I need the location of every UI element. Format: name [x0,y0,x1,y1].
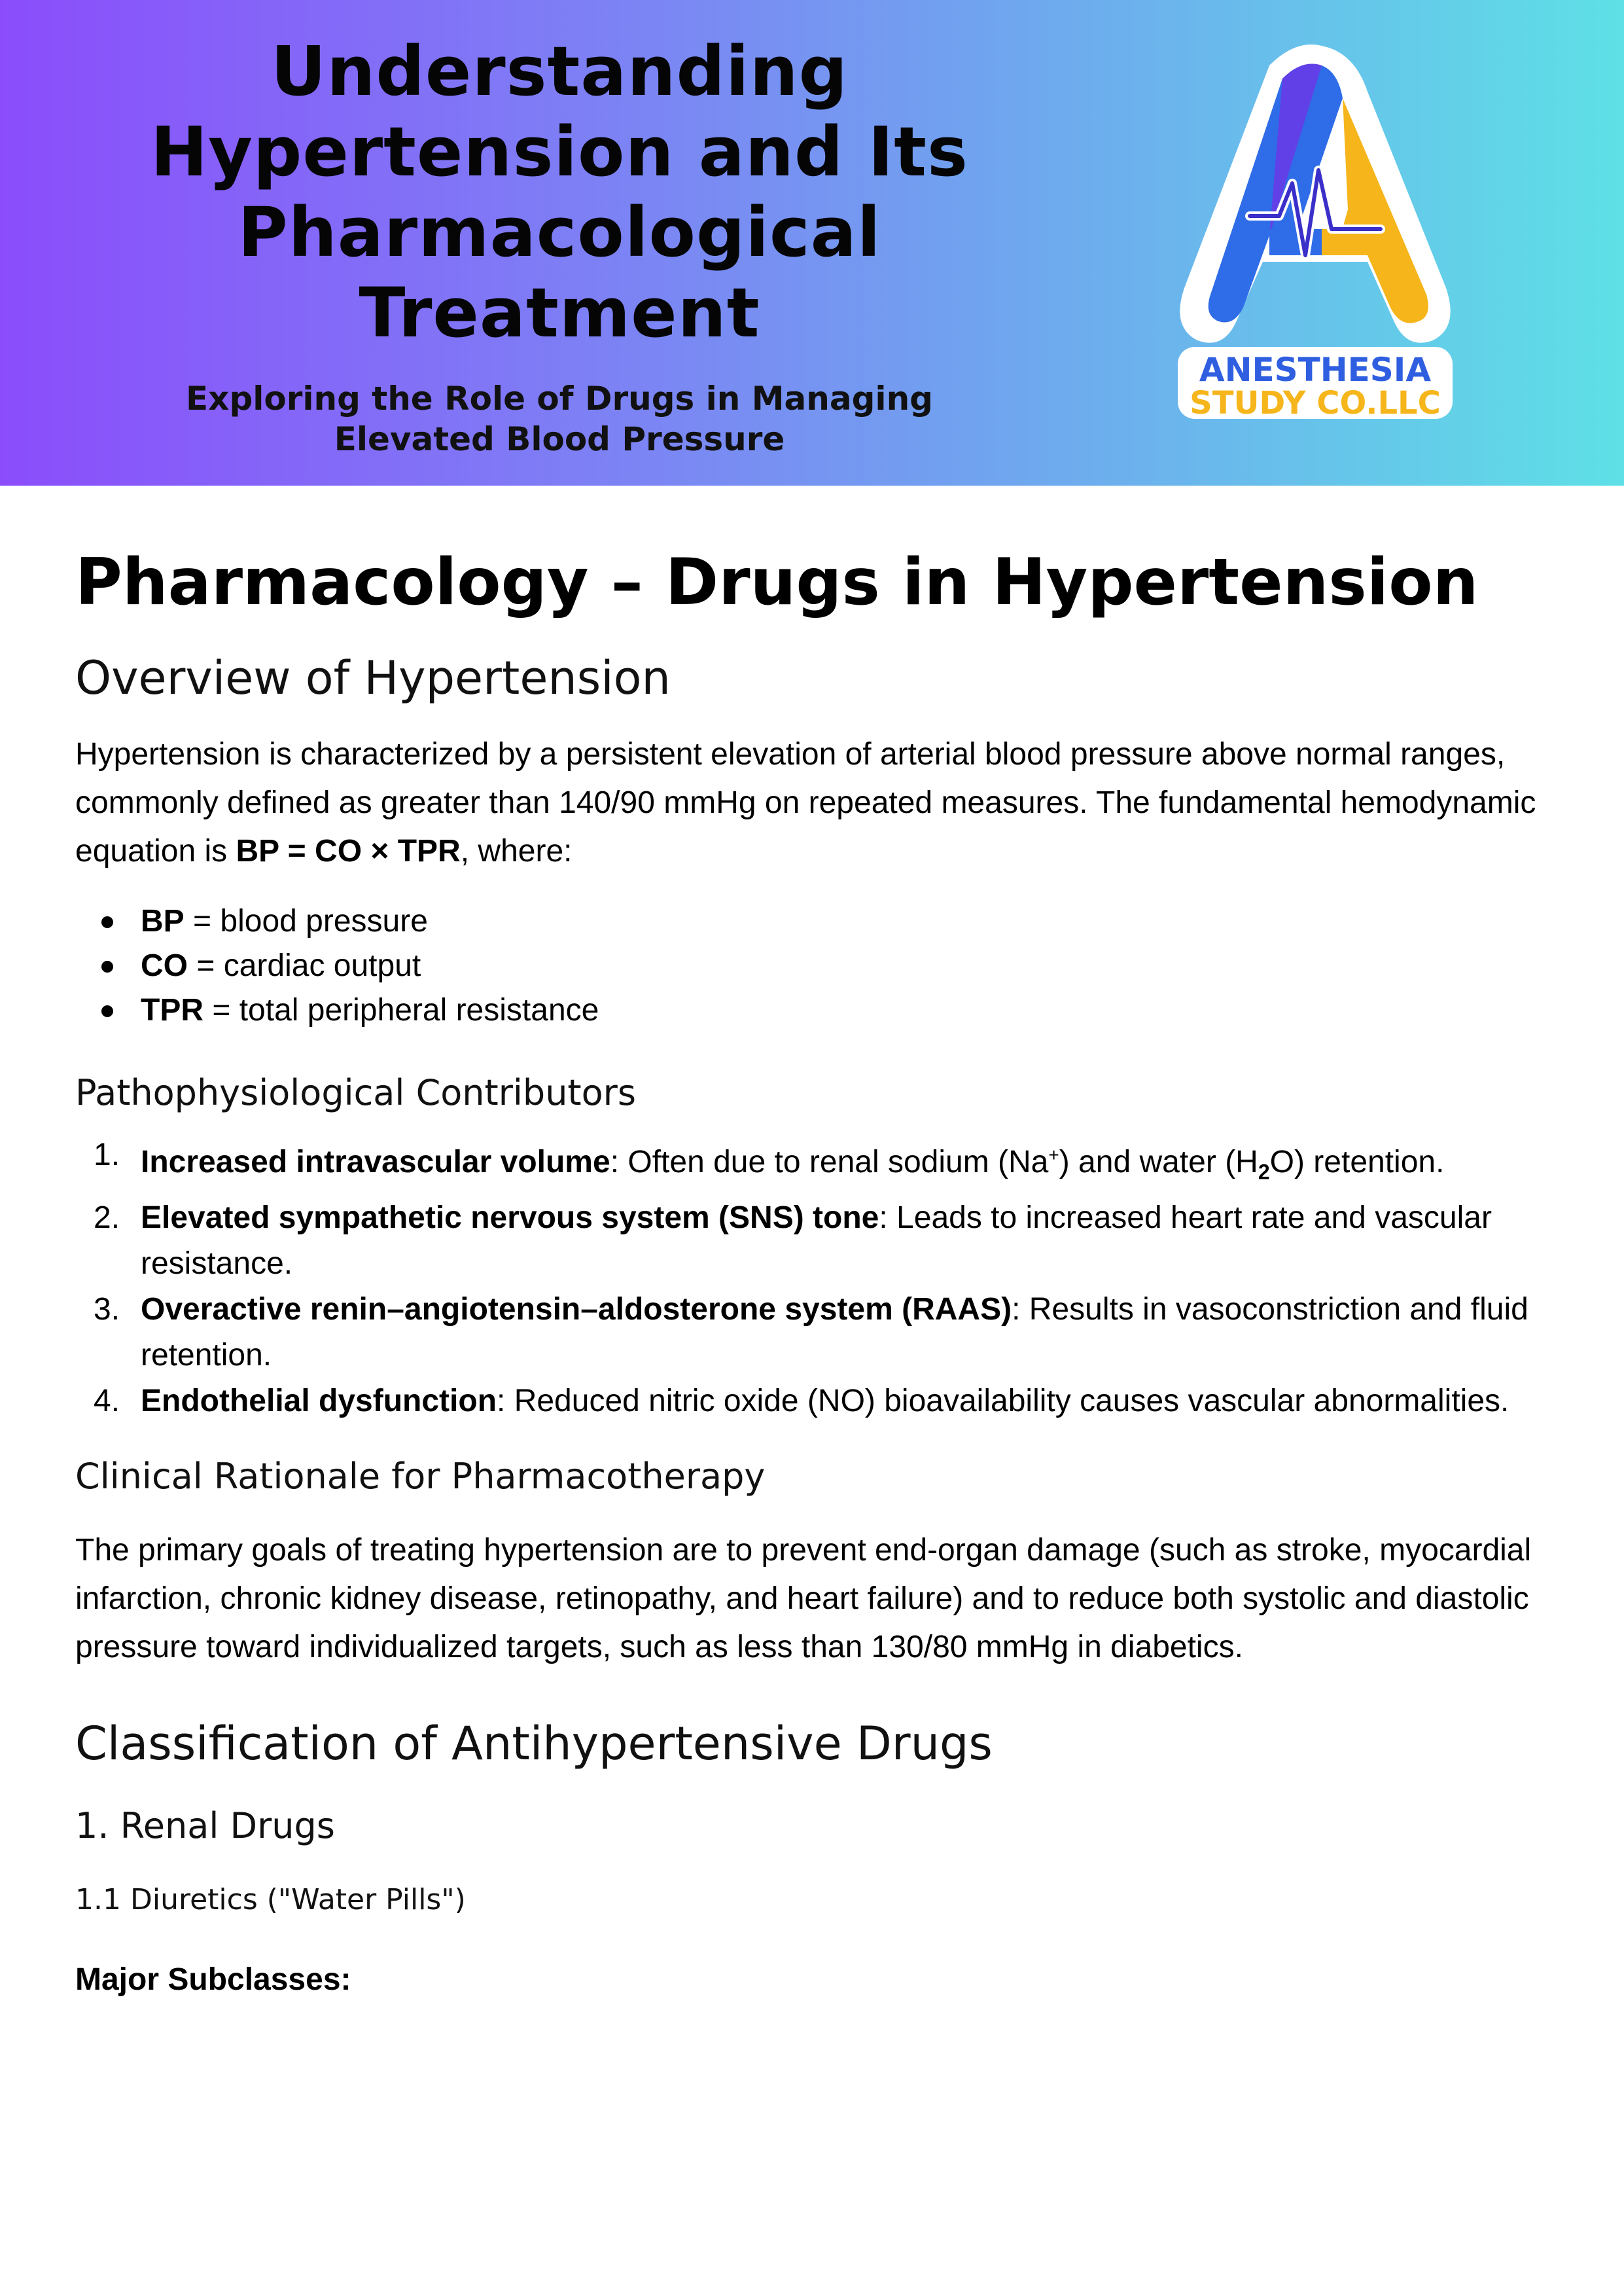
logo-text-line1: ANESTHESIA [1199,351,1432,389]
term: BP [141,904,185,939]
definition-list [75,899,1547,1033]
list-item [75,1378,1547,1424]
major-subclasses-label: Major Subclasses: [75,1962,351,1997]
item-number: 2. [94,1200,120,1235]
main-title: Pharmacology – Drugs in Hypertension [75,545,1479,620]
clinical-heading: Clinical Rationale for Pharmacotherapy [75,1455,766,1497]
anesthesia-study-logo [1171,39,1459,419]
text: O) retention. [1269,1145,1445,1179]
term: TPR [141,993,203,1028]
text: : Results in vasoconstriction and fluid retention. [141,1291,1528,1372]
logo-text-line2: STUDY CO.LLC [1190,385,1441,419]
term: Increased intravascular volume [141,1145,610,1179]
hemodynamic-equation: BP = CO × TPR [236,834,461,869]
text: ) and water (H [1059,1145,1258,1179]
term: Elevated sympathetic nervous system (SNS) tone [141,1200,879,1235]
page-subtitle: Exploring the Role of Drugs in Managing Elevated Blood Pressure [186,380,933,458]
list-item [75,944,1547,988]
document-body [75,537,1547,2004]
term: Endothelial dysfunction [141,1383,497,1418]
definition: = total peripheral resistance [203,993,599,1028]
overview-text-start: Hypertension is characterized by a persistent elevation of arterial blood pressure above normal ranges, commonly defined as greater than 140/90 mmHg on repeated measures. The fundamental hemodynamic equation is [75,737,1536,869]
definition: = blood pressure [184,904,428,939]
list-item [75,1195,1547,1287]
patho-heading: Pathophysiological Contributors [75,1072,636,1113]
subscript: 2 [1258,1160,1270,1184]
overview-heading: Overview of Hypertension [75,651,671,705]
list-item [75,1287,1547,1378]
list-item [75,899,1547,944]
clinical-paragraph: The primary goals of treating hypertension are to prevent end-organ damage (such as stroke, myocardial infarction, chronic kidney disease, retinopathy, and heart failure) and to reduce both systolic and diastolic pressure toward individualized targets, such as less than 130/80 mmHg in diabetics. [75,1532,1532,1664]
contributors-list [75,1132,1547,1424]
text: : Leads to increased heart rate and vascular resistance. [141,1200,1492,1281]
classification-heading: Classification of Antihypertensive Drugs [75,1716,993,1770]
header-banner [0,0,1624,486]
renal-drugs-heading: 1. Renal Drugs [75,1804,335,1846]
overview-paragraph [75,730,1547,876]
text: : Often due to renal sodium (Na [610,1145,1049,1179]
term: Overactive renin–angiotensin–aldosterone system (RAAS) [141,1291,1012,1327]
item-number: 4. [94,1383,120,1418]
definition: = cardiac output [188,948,421,983]
term: CO [141,948,188,983]
list-item [75,1132,1547,1195]
diuretics-heading: 1.1 Diuretics ("Water Pills") [75,1882,466,1916]
overview-text-end: , where: [460,834,573,869]
item-number: 1. [94,1138,120,1172]
list-item [75,988,1547,1033]
page-title: Understanding Hypertension and Its Pharmacological Treatment [150,31,968,353]
item-number: 3. [94,1291,120,1327]
superscript: + [1048,1145,1059,1165]
text: : Reduced nitric oxide (NO) bioavailability causes vascular abnormalities. [497,1383,1509,1418]
